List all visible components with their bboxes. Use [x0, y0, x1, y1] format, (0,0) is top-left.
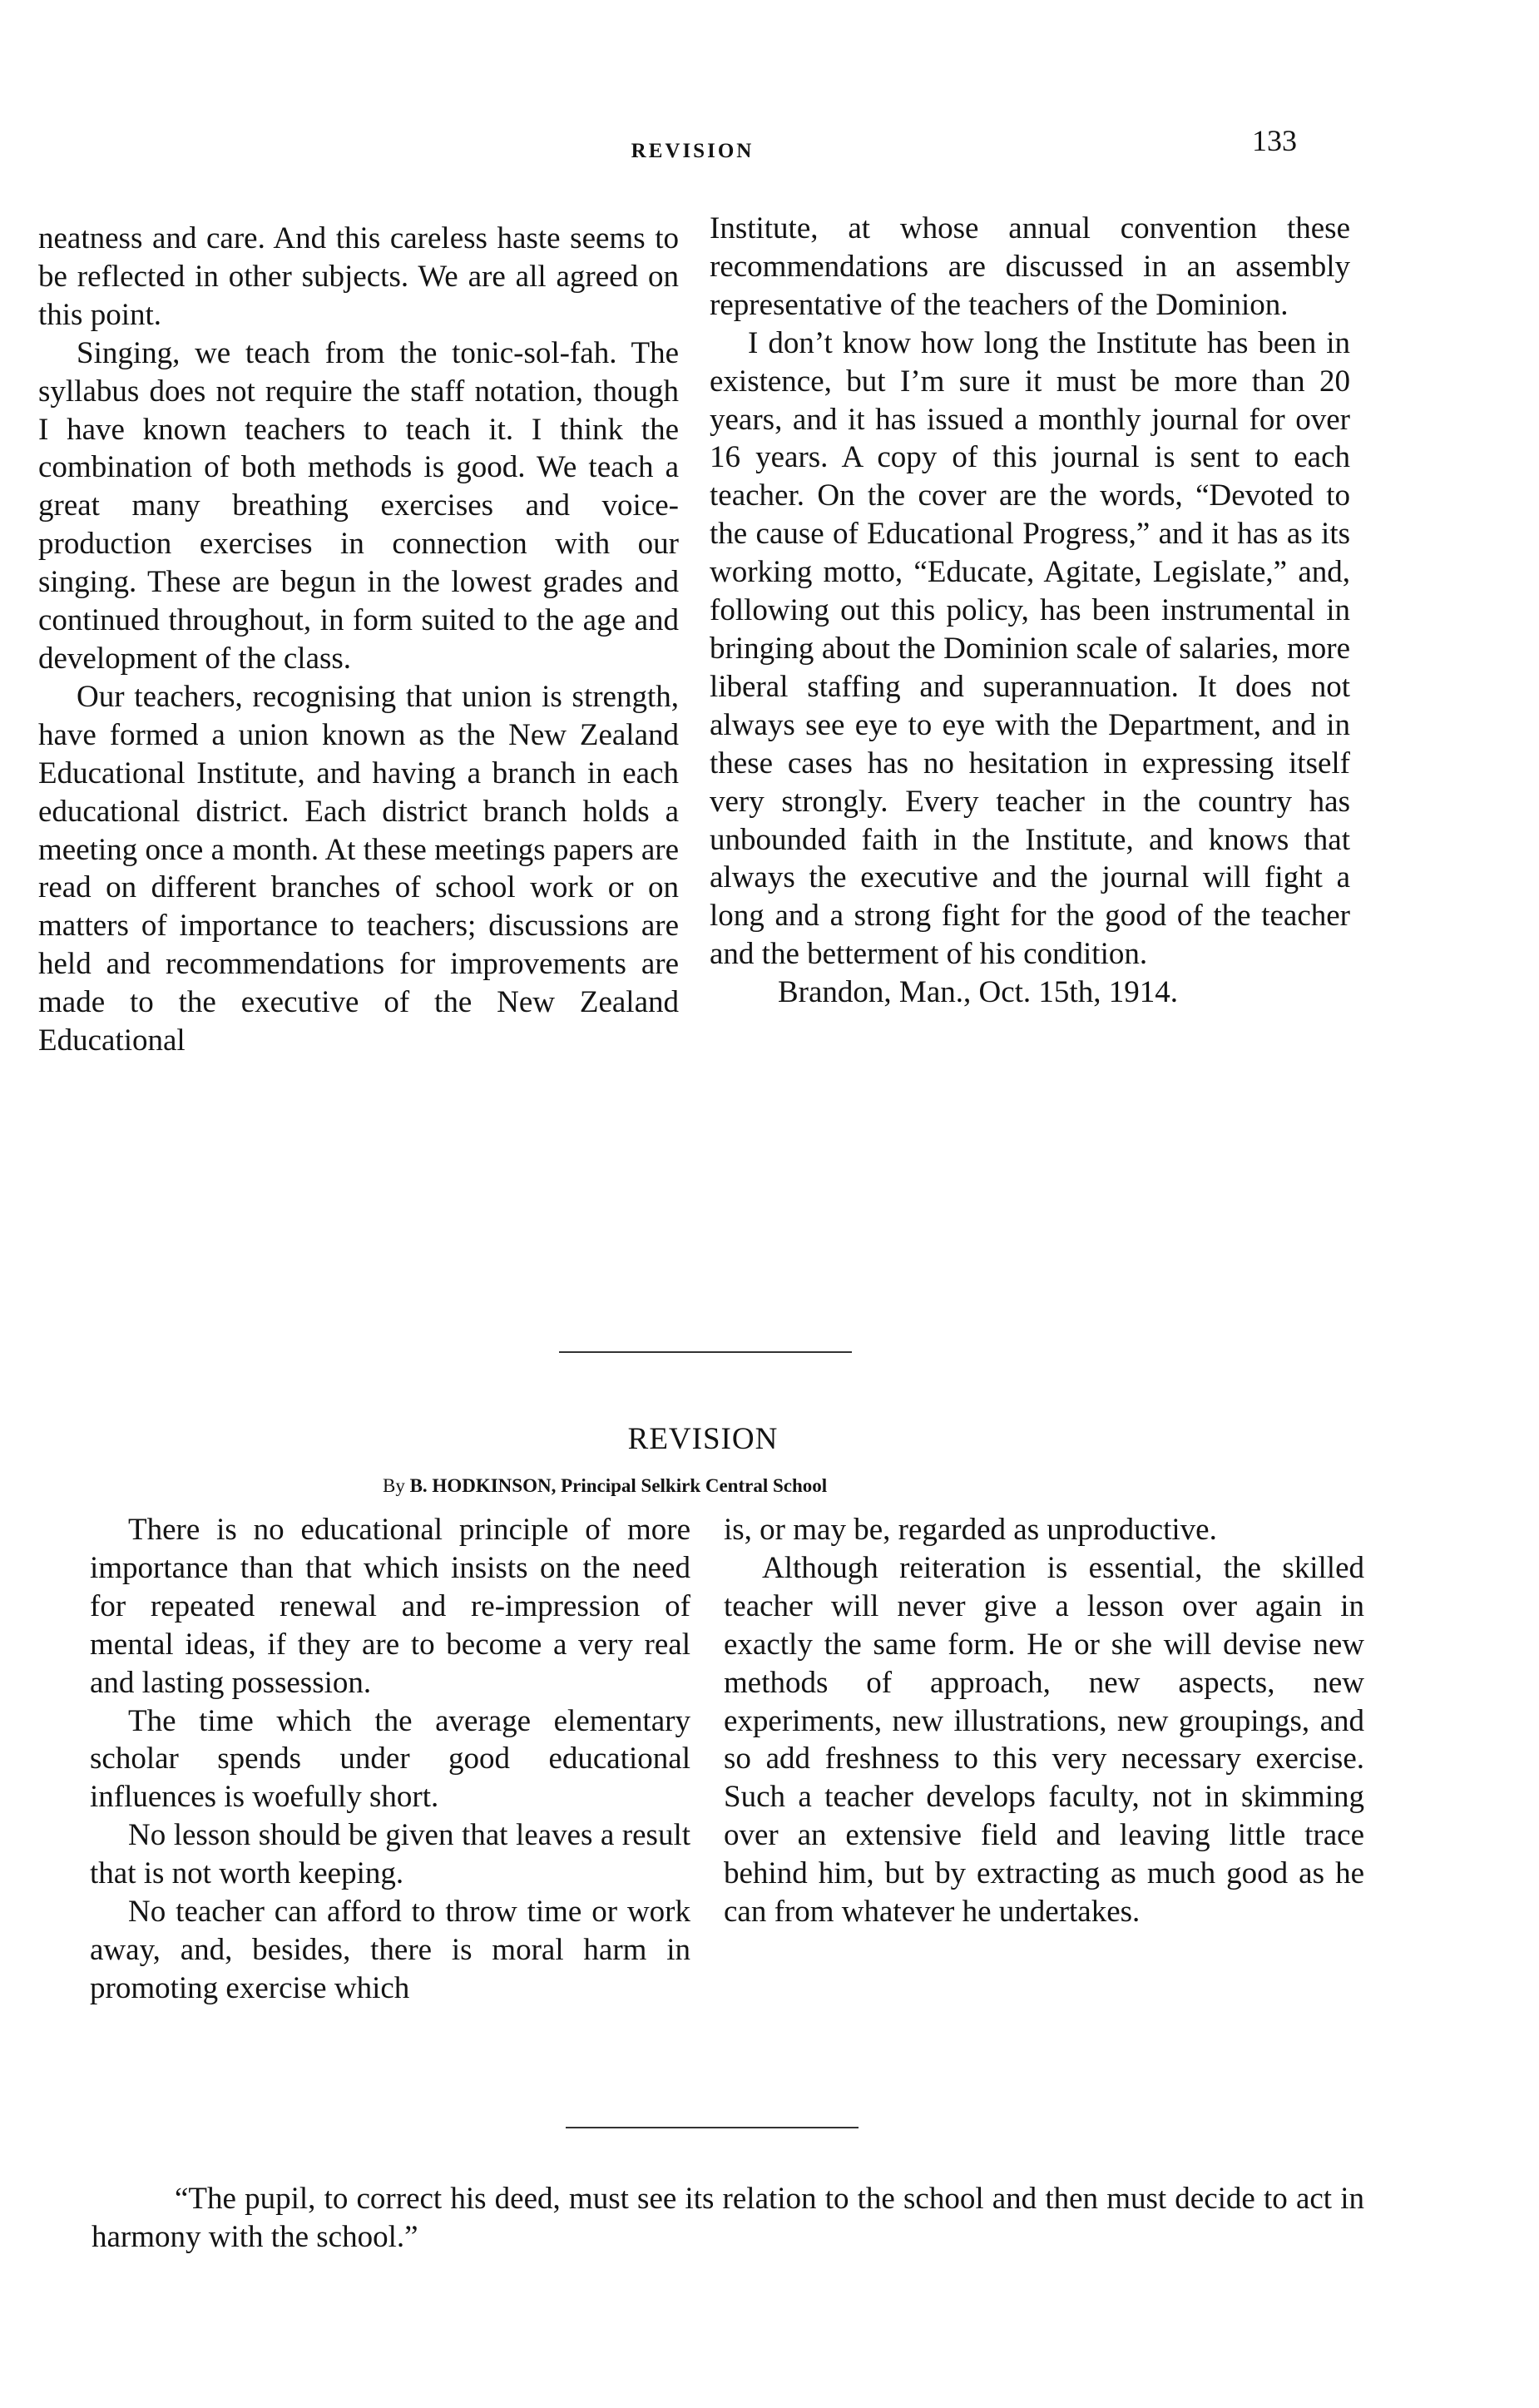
paragraph: No teacher can afford to throw time or work away, and, besides, there is moral harm in promoting exercise which: [90, 1895, 690, 2005]
paragraph: Although reiteration is essential, the skilled teacher will never give a lesson over again in exactly the same form. He or she will devise new methods of approach, new aspects, new experiments, new illustrations, new groupings, and so add freshness to this very necessary exercise. Such a teacher develops faculty, not in skimming over an extensive field and leaving little trace behind him, but by extracting as much good as he can from whatever he undertakes.: [724, 1550, 1364, 1930]
paragraph: Institute, at whose annual convention these recommendations are discussed in an assembly representative of the teachers of the Dominion.: [710, 211, 1350, 322]
paragraph: The time which the average elementary scholar spends under good educational influences is woefully short.: [90, 1703, 690, 1815]
paragraph: I don’t know how long the Institute has been in existence, but I’m sure it must be more than 20 years, and it has issued a monthly journal for over 16 years. A copy of this journal is sent to each teacher. On the cover are the words, “Devoted to the cause of Educational Progress,” and it has as its working motto, “Educate, Agitate, Legislate,” and, following out this policy, has been instrumental in bringing about the Dominion scale of salaries, more liberal staffing and superannuation. It does not always see eye to eye with the Department, and in these cases has no hesitation in expressing itself very strongly. Every teacher in the country has unbounded faith in the Institute, and knows that always the executive and the journal will fight a long and a strong fight for the good of the teacher and the betterment of his condition.: [710, 325, 1350, 972]
article-right-column: [724, 1511, 1364, 1931]
dateline: Brandon, Man., Oct. 15th, 1914.: [778, 975, 1178, 1010]
paragraph: is, or may be, regarded as unproductive.: [724, 1513, 1217, 1547]
paragraph: Our teachers, recognising that union is strength, have formed a union known as the New Zealand Educational Institute, and having a branch in each educational district. Each district branch holds a meeting once a month. At these meetings papers are read on different branches of school work or on matters of importance to teachers; discussions are held and recommendations for improvements are made to the executive of the New Zealand Educational: [38, 679, 679, 1058]
byline: [383, 1475, 1048, 1497]
article-title: REVISION: [627, 1422, 779, 1456]
section-divider: [559, 1351, 852, 1353]
running-title: REVISION: [631, 140, 755, 162]
section-divider: [566, 2127, 859, 2128]
upper-right-column: [710, 210, 1350, 1012]
byline-by: By: [383, 1475, 405, 1496]
upper-left-column: [38, 220, 679, 1060]
paragraph: No lesson should be given that leaves a result that is not worth keeping.: [90, 1818, 690, 1891]
paragraph: There is no educational principle of more importance than that which insists on the need for repeated renewal and re-impression of mental ideas, if they are to become a very real and lasting possession.: [90, 1513, 690, 1700]
article-left-column: [90, 1511, 690, 2008]
paragraph: neatness and care. And this careless haste seems to be reflected in other subjects. We are all agreed on this point.: [38, 221, 679, 332]
page-number: 133: [1252, 124, 1297, 157]
byline-author: B. HODKINSON, Principal Selkirk Central School: [409, 1475, 828, 1496]
closing-quote: “The pupil, to correct his deed, must see its relation to the school and then must decide to act in harmony with the school.”: [92, 2182, 1364, 2254]
paragraph: Singing, we teach from the tonic-sol-fah. The syllabus does not require the staff notation, though I have known teachers to teach it. I think the combination of both methods is good. We teach a great many breathing exercises and voice-production exercises in connection with our singing. These are begun in the lowest grades and continued throughout, in form suited to the age and development of the class.: [38, 335, 679, 676]
